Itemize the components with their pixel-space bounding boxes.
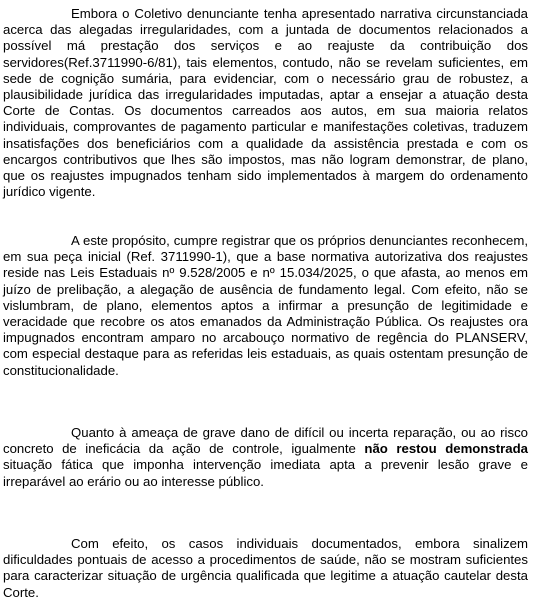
paragraph-legal-basis	[3, 233, 528, 379]
paragraph-text-before: Quanto à ameaça de grave dano de difícil ou incerta reparação, ou ao risco concreto de ineficácia da ação de controle, igualmente	[3, 425, 528, 457]
paragraph-text: Embora o Coletivo denunciante tenha apresentado narrativa circunstanciada acerca das alegadas irregularidades, com a juntada de documentos relacionados a possível má prestação dos serviços e ao reajuste da contribuição dos servidores(Ref.3711990-6/81), tais elementos, contudo, não se revelam suficientes, em sede de cognição sumária, para evidenciar, com o necessário grau de robustez, a plausibilidade jurídica das irregularidades imputadas, aptar a ensejar a atuação desta Corte de Contas. Os documentos carreados aos autos, em sua maioria relatos individuais, comprovantes de pagamento particular e manifestações coletivas, traduzem insatisfações dos beneficiários com a qualidade da assistência prestada e com os encargos contributivos que lhes são impostos, mas não logram demonstrar, de plano, que os reajustes impugnados tenham sido implementados à margem do ordenamento jurídico vigente.	[3, 6, 528, 200]
paragraph-text: A este propósito, cumpre registrar que os próprios denunciantes reconhecem, em sua peça inicial (Ref. 3711990-1), que a base normativa autorizativa dos reajustes reside nas Leis Estaduais nº 9.528/2005 e nº 15.034/2025, o que afasta, ao menos em juízo de prelibação, a alegação de ausência de fundamento legal. Com efeito, não se vislumbram, de plano, elementos aptos a infirmar a presunção de legitimidade e veracidade que recobre os atos emanados da Administração Pública. Os reajustes ora impugnados encontram amparo no arcabouço normativo de regência do PLANSERV, com especial destaque para as referidas leis estaduais, as quais ostentam presunção de constitucionalidade.	[3, 233, 528, 378]
paragraph-damage-threat	[3, 425, 528, 490]
paragraph-text: Com efeito, os casos individuais documentados, embora sinalizem dificuldades pontuais de acesso a procedimentos de saúde, não se mostram suficientes para caracterizar situação de urgência qualificada que legitime a atuação cautelar desta Corte.	[3, 536, 528, 600]
paragraph-text-after: situação fática que imponha intervenção imediata apta a prevenir lesão grave e irreparável ao erário ou ao interesse público.	[3, 457, 528, 489]
paragraph-insufficient-evidence	[3, 6, 528, 200]
paragraph-bold-phrase: não restou demonstrada	[364, 441, 528, 457]
paragraph-individual-cases	[3, 536, 528, 601]
